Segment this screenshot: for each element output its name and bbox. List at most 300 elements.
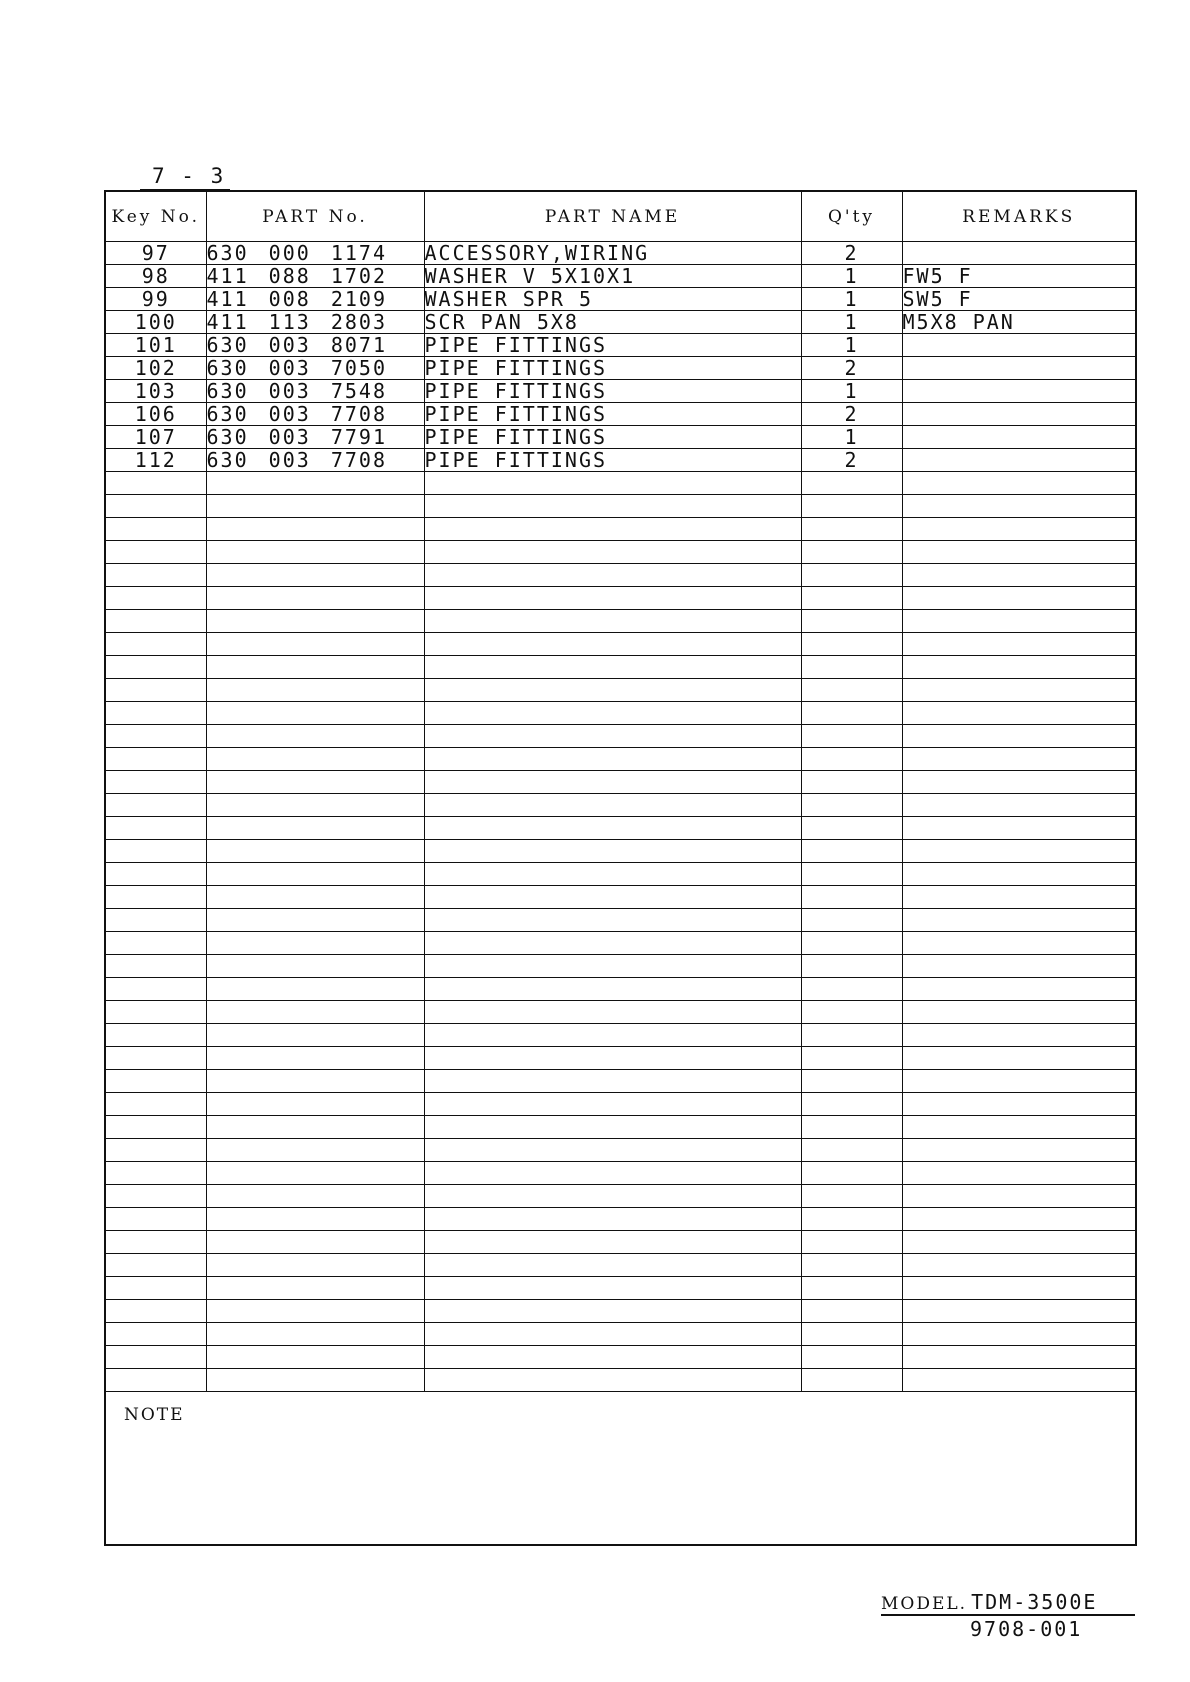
blank-table-row — [105, 633, 1136, 656]
blank-table-row — [105, 564, 1136, 587]
page-number: 7 - 3 — [152, 164, 226, 188]
blank-cell — [801, 1323, 902, 1346]
parts-table — [104, 190, 1137, 1546]
blank-cell — [424, 1139, 801, 1162]
blank-table-row — [105, 955, 1136, 978]
blank-cell — [902, 1277, 1136, 1300]
key-no-cell: 97 — [105, 242, 206, 265]
blank-cell — [424, 1323, 801, 1346]
blank-cell — [206, 656, 424, 679]
blank-cell — [105, 1139, 206, 1162]
qty-cell: 1 — [801, 380, 902, 403]
blank-cell — [424, 771, 801, 794]
blank-cell — [206, 633, 424, 656]
blank-cell — [105, 1001, 206, 1024]
qty-cell: 2 — [801, 242, 902, 265]
blank-cell — [902, 1024, 1136, 1047]
blank-cell — [105, 1070, 206, 1093]
blank-cell — [424, 564, 801, 587]
key-no-cell: 103 — [105, 380, 206, 403]
blank-cell — [105, 1208, 206, 1231]
blank-cell — [902, 495, 1136, 518]
blank-table-row — [105, 978, 1136, 1001]
blank-cell — [105, 495, 206, 518]
blank-cell — [424, 840, 801, 863]
part-name-cell: PIPE FITTINGS — [424, 380, 801, 403]
parts-table-body — [105, 242, 1136, 1392]
key-no-cell: 112 — [105, 449, 206, 472]
blank-table-row — [105, 610, 1136, 633]
blank-cell — [902, 1093, 1136, 1116]
qty-cell: 1 — [801, 288, 902, 311]
part-name-cell: PIPE FITTINGS — [424, 403, 801, 426]
blank-cell — [801, 1024, 902, 1047]
blank-table-row — [105, 1254, 1136, 1277]
remarks-cell — [902, 449, 1136, 472]
blank-cell — [105, 817, 206, 840]
blank-cell — [902, 1323, 1136, 1346]
blank-table-row — [105, 909, 1136, 932]
blank-cell — [105, 1047, 206, 1070]
table-row — [105, 265, 1136, 288]
blank-table-row — [105, 1070, 1136, 1093]
part-no-cell: 630 003 7050 — [206, 357, 424, 380]
blank-cell — [206, 564, 424, 587]
blank-cell — [902, 633, 1136, 656]
blank-cell — [902, 886, 1136, 909]
blank-cell — [424, 472, 801, 495]
blank-cell — [902, 955, 1136, 978]
blank-cell — [801, 472, 902, 495]
blank-cell — [801, 817, 902, 840]
blank-cell — [902, 817, 1136, 840]
model-label: MODEL. — [881, 1594, 968, 1614]
blank-cell — [424, 1231, 801, 1254]
blank-cell — [424, 1346, 801, 1369]
blank-cell — [206, 679, 424, 702]
blank-cell — [424, 794, 801, 817]
blank-cell — [801, 702, 902, 725]
blank-cell — [105, 794, 206, 817]
blank-cell — [424, 817, 801, 840]
blank-cell — [424, 1208, 801, 1231]
blank-table-row — [105, 656, 1136, 679]
part-name-cell: PIPE FITTINGS — [424, 449, 801, 472]
blank-cell — [424, 725, 801, 748]
blank-cell — [105, 1162, 206, 1185]
key-no-cell: 107 — [105, 426, 206, 449]
blank-cell — [424, 1369, 801, 1392]
blank-cell — [801, 1047, 902, 1070]
blank-cell — [105, 1369, 206, 1392]
blank-cell — [206, 909, 424, 932]
blank-cell — [424, 955, 801, 978]
blank-cell — [105, 840, 206, 863]
blank-cell — [902, 472, 1136, 495]
blank-cell — [206, 495, 424, 518]
blank-cell — [206, 771, 424, 794]
blank-cell — [105, 633, 206, 656]
blank-table-row — [105, 1346, 1136, 1369]
blank-cell — [801, 1093, 902, 1116]
blank-cell — [105, 1093, 206, 1116]
blank-cell — [105, 771, 206, 794]
header-part-name: PART NAME — [424, 191, 801, 242]
blank-cell — [902, 932, 1136, 955]
blank-cell — [424, 1047, 801, 1070]
blank-table-row — [105, 932, 1136, 955]
blank-table-row — [105, 1300, 1136, 1323]
part-name-cell: WASHER SPR 5 — [424, 288, 801, 311]
blank-cell — [206, 541, 424, 564]
blank-table-row — [105, 794, 1136, 817]
blank-cell — [105, 702, 206, 725]
blank-cell — [902, 1254, 1136, 1277]
blank-cell — [801, 1116, 902, 1139]
blank-cell — [206, 817, 424, 840]
part-no-cell: 630 003 7548 — [206, 380, 424, 403]
blank-table-row — [105, 1093, 1136, 1116]
blank-cell — [801, 1346, 902, 1369]
blank-cell — [902, 771, 1136, 794]
blank-cell — [902, 1231, 1136, 1254]
blank-cell — [801, 587, 902, 610]
table-row — [105, 334, 1136, 357]
table-row — [105, 357, 1136, 380]
table-row — [105, 449, 1136, 472]
blank-cell — [801, 564, 902, 587]
blank-table-row — [105, 495, 1136, 518]
blank-cell — [801, 909, 902, 932]
blank-cell — [105, 1024, 206, 1047]
blank-cell — [424, 1070, 801, 1093]
blank-table-row — [105, 541, 1136, 564]
blank-cell — [902, 1162, 1136, 1185]
blank-cell — [801, 932, 902, 955]
blank-cell — [801, 610, 902, 633]
blank-cell — [105, 587, 206, 610]
blank-cell — [902, 840, 1136, 863]
blank-cell — [902, 909, 1136, 932]
blank-cell — [105, 748, 206, 771]
qty-cell: 1 — [801, 311, 902, 334]
header-qty: Q'ty — [801, 191, 902, 242]
blank-cell — [902, 1047, 1136, 1070]
part-name-cell: PIPE FITTINGS — [424, 334, 801, 357]
blank-cell — [801, 541, 902, 564]
blank-cell — [801, 978, 902, 1001]
blank-cell — [801, 863, 902, 886]
blank-table-row — [105, 771, 1136, 794]
blank-cell — [105, 1116, 206, 1139]
blank-cell — [902, 748, 1136, 771]
blank-cell — [902, 725, 1136, 748]
blank-cell — [424, 518, 801, 541]
blank-table-row — [105, 886, 1136, 909]
blank-table-row — [105, 840, 1136, 863]
blank-cell — [902, 1300, 1136, 1323]
blank-cell — [206, 610, 424, 633]
blank-cell — [206, 1231, 424, 1254]
blank-cell — [424, 932, 801, 955]
part-name-cell: PIPE FITTINGS — [424, 426, 801, 449]
blank-cell — [902, 518, 1136, 541]
blank-cell — [105, 541, 206, 564]
blank-cell — [424, 1024, 801, 1047]
blank-cell — [902, 1208, 1136, 1231]
blank-cell — [105, 978, 206, 1001]
blank-cell — [206, 587, 424, 610]
blank-cell — [105, 1277, 206, 1300]
blank-cell — [801, 1001, 902, 1024]
part-no-cell: 630 003 7708 — [206, 449, 424, 472]
key-no-cell: 102 — [105, 357, 206, 380]
table-row — [105, 311, 1136, 334]
remarks-cell: SW5 F — [902, 288, 1136, 311]
blank-cell — [105, 656, 206, 679]
remarks-cell — [902, 426, 1136, 449]
blank-cell — [105, 932, 206, 955]
blank-cell — [424, 679, 801, 702]
remarks-cell: FW5 F — [902, 265, 1136, 288]
blank-table-row — [105, 1277, 1136, 1300]
blank-cell — [801, 794, 902, 817]
blank-cell — [424, 1093, 801, 1116]
key-no-cell: 100 — [105, 311, 206, 334]
blank-cell — [206, 1323, 424, 1346]
blank-cell — [206, 1254, 424, 1277]
blank-cell — [206, 932, 424, 955]
blank-table-row — [105, 748, 1136, 771]
blank-cell — [206, 518, 424, 541]
blank-cell — [801, 1162, 902, 1185]
blank-table-row — [105, 725, 1136, 748]
blank-cell — [206, 748, 424, 771]
part-no-cell: 630 003 8071 — [206, 334, 424, 357]
blank-table-row — [105, 1231, 1136, 1254]
blank-cell — [801, 1185, 902, 1208]
blank-table-row — [105, 702, 1136, 725]
blank-cell — [424, 587, 801, 610]
blank-cell — [424, 656, 801, 679]
blank-cell — [902, 1116, 1136, 1139]
blank-cell — [801, 748, 902, 771]
blank-cell — [801, 495, 902, 518]
blank-cell — [801, 1300, 902, 1323]
blank-cell — [801, 1231, 902, 1254]
blank-cell — [206, 1277, 424, 1300]
blank-cell — [105, 610, 206, 633]
blank-cell — [902, 1139, 1136, 1162]
qty-cell: 2 — [801, 357, 902, 380]
model-line — [881, 1590, 1135, 1616]
blank-cell — [105, 1185, 206, 1208]
blank-cell — [424, 495, 801, 518]
remarks-cell — [902, 380, 1136, 403]
document-code: 9708-001 — [970, 1617, 1083, 1641]
blank-cell — [424, 610, 801, 633]
blank-cell — [801, 1070, 902, 1093]
part-no-cell: 630 003 7708 — [206, 403, 424, 426]
blank-cell — [206, 1139, 424, 1162]
blank-cell — [424, 886, 801, 909]
blank-cell — [801, 1208, 902, 1231]
blank-cell — [105, 1346, 206, 1369]
blank-cell — [424, 978, 801, 1001]
blank-cell — [424, 541, 801, 564]
blank-cell — [105, 518, 206, 541]
blank-cell — [105, 725, 206, 748]
blank-cell — [206, 1116, 424, 1139]
blank-table-row — [105, 1185, 1136, 1208]
blank-cell — [206, 1047, 424, 1070]
blank-cell — [902, 794, 1136, 817]
blank-cell — [105, 1231, 206, 1254]
blank-cell — [902, 978, 1136, 1001]
part-no-cell: 411 113 2803 — [206, 311, 424, 334]
blank-cell — [105, 679, 206, 702]
blank-cell — [206, 472, 424, 495]
blank-cell — [424, 748, 801, 771]
blank-cell — [105, 1254, 206, 1277]
blank-cell — [206, 1093, 424, 1116]
remarks-cell: M5X8 PAN — [902, 311, 1136, 334]
blank-table-row — [105, 587, 1136, 610]
part-name-cell: WASHER V 5X10X1 — [424, 265, 801, 288]
blank-cell — [105, 472, 206, 495]
blank-cell — [206, 1300, 424, 1323]
blank-cell — [206, 1369, 424, 1392]
blank-cell — [801, 725, 902, 748]
blank-table-row — [105, 863, 1136, 886]
blank-cell — [902, 702, 1136, 725]
blank-cell — [902, 679, 1136, 702]
blank-cell — [206, 978, 424, 1001]
blank-cell — [105, 909, 206, 932]
header-key-no: Key No. — [105, 191, 206, 242]
blank-cell — [206, 955, 424, 978]
part-no-cell: 630 000 1174 — [206, 242, 424, 265]
blank-table-row — [105, 1323, 1136, 1346]
blank-table-row — [105, 679, 1136, 702]
blank-cell — [801, 518, 902, 541]
blank-cell — [105, 1300, 206, 1323]
blank-cell — [206, 1162, 424, 1185]
table-row — [105, 426, 1136, 449]
blank-cell — [206, 1208, 424, 1231]
key-no-cell: 98 — [105, 265, 206, 288]
table-header-row — [105, 191, 1136, 242]
blank-cell — [801, 656, 902, 679]
blank-cell — [902, 863, 1136, 886]
blank-cell — [206, 1185, 424, 1208]
header-part-no: PART No. — [206, 191, 424, 242]
table-row — [105, 288, 1136, 311]
blank-table-row — [105, 1162, 1136, 1185]
blank-cell — [902, 564, 1136, 587]
part-name-cell: SCR PAN 5X8 — [424, 311, 801, 334]
blank-cell — [801, 1254, 902, 1277]
blank-table-row — [105, 1208, 1136, 1231]
blank-cell — [206, 863, 424, 886]
remarks-cell — [902, 242, 1136, 265]
blank-cell — [902, 1346, 1136, 1369]
part-no-cell: 411 008 2109 — [206, 288, 424, 311]
blank-cell — [801, 1139, 902, 1162]
blank-cell — [206, 840, 424, 863]
qty-cell: 1 — [801, 334, 902, 357]
key-no-cell: 99 — [105, 288, 206, 311]
blank-table-row — [105, 518, 1136, 541]
blank-cell — [902, 1070, 1136, 1093]
qty-cell: 1 — [801, 426, 902, 449]
blank-cell — [105, 863, 206, 886]
remarks-cell — [902, 334, 1136, 357]
blank-cell — [206, 1346, 424, 1369]
blank-table-row — [105, 1369, 1136, 1392]
blank-cell — [424, 909, 801, 932]
blank-cell — [801, 679, 902, 702]
note-label: NOTE — [105, 1392, 1136, 1546]
blank-cell — [105, 564, 206, 587]
blank-cell — [206, 1024, 424, 1047]
blank-cell — [424, 702, 801, 725]
key-no-cell: 106 — [105, 403, 206, 426]
table-row — [105, 403, 1136, 426]
blank-cell — [206, 725, 424, 748]
remarks-cell — [902, 403, 1136, 426]
table-row — [105, 380, 1136, 403]
qty-cell: 2 — [801, 449, 902, 472]
part-no-cell: 630 003 7791 — [206, 426, 424, 449]
blank-table-row — [105, 1001, 1136, 1024]
blank-cell — [206, 1001, 424, 1024]
part-no-cell: 411 088 1702 — [206, 265, 424, 288]
blank-cell — [902, 541, 1136, 564]
blank-table-row — [105, 1024, 1136, 1047]
part-name-cell: PIPE FITTINGS — [424, 357, 801, 380]
blank-cell — [801, 840, 902, 863]
blank-cell — [105, 955, 206, 978]
blank-cell — [424, 633, 801, 656]
blank-cell — [902, 1369, 1136, 1392]
blank-cell — [801, 955, 902, 978]
blank-cell — [801, 1369, 902, 1392]
blank-cell — [424, 1116, 801, 1139]
blank-cell — [902, 587, 1136, 610]
blank-cell — [902, 1001, 1136, 1024]
blank-cell — [206, 1070, 424, 1093]
blank-cell — [424, 1185, 801, 1208]
remarks-cell — [902, 357, 1136, 380]
blank-table-row — [105, 817, 1136, 840]
blank-cell — [902, 1185, 1136, 1208]
blank-cell — [105, 1323, 206, 1346]
blank-cell — [801, 1277, 902, 1300]
blank-cell — [424, 1277, 801, 1300]
blank-cell — [801, 633, 902, 656]
model-value: TDM-3500E — [971, 1590, 1098, 1614]
blank-table-row — [105, 1139, 1136, 1162]
blank-table-row — [105, 472, 1136, 495]
key-no-cell: 101 — [105, 334, 206, 357]
qty-cell: 1 — [801, 265, 902, 288]
blank-cell — [206, 702, 424, 725]
table-row — [105, 242, 1136, 265]
blank-cell — [902, 656, 1136, 679]
blank-table-row — [105, 1116, 1136, 1139]
blank-cell — [424, 1254, 801, 1277]
